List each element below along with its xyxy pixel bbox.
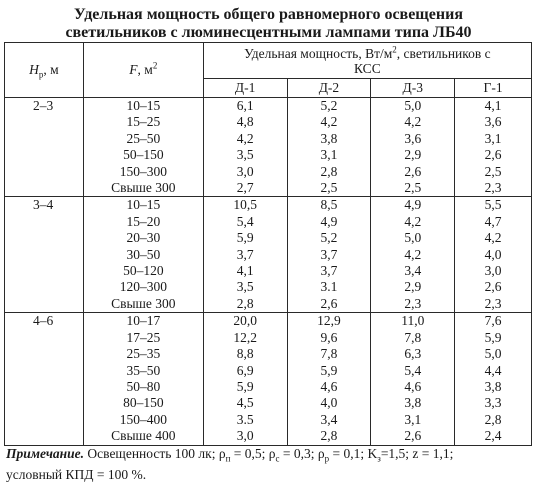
height-value: 2–3 <box>33 98 54 113</box>
area-value: Свыше 300 <box>111 180 176 196</box>
g1-value: 5,9 <box>484 329 502 345</box>
g1-value: 7,6 <box>484 313 502 329</box>
power-table <box>4 42 532 446</box>
d3-value: 6,3 <box>404 346 422 362</box>
footnote-sub-z: з <box>377 453 381 464</box>
d2-value: 8,5 <box>320 197 338 213</box>
g1-value: 4,2 <box>484 230 502 246</box>
d3-value: 4,2 <box>404 114 422 130</box>
d1-value: 5,4 <box>236 213 254 229</box>
header-d2: Д-2 <box>287 79 371 98</box>
area-cell <box>83 98 203 197</box>
g1-value: 5,5 <box>484 197 502 213</box>
d1-value: 3,5 <box>236 147 254 163</box>
footnote-text-2: = 0,5; ρ <box>230 446 276 461</box>
area-value: Свыше 400 <box>111 428 176 444</box>
area-value: 10–15 <box>126 197 161 213</box>
d2-value: 3,1 <box>320 147 338 163</box>
d2-value: 3,4 <box>320 411 338 427</box>
area-value: 150–400 <box>119 411 167 427</box>
g1-value: 3,0 <box>484 263 502 279</box>
d2-value: 3,7 <box>320 263 338 279</box>
d2-value: 3,7 <box>320 246 338 262</box>
d1-value: 4,2 <box>236 130 254 146</box>
header-power-text1: Удельная мощность, Вт/м <box>244 45 393 61</box>
header-area-symbol: F <box>129 62 138 77</box>
header-power-line2: КСС <box>354 60 381 76</box>
area-value: 17–25 <box>126 329 161 345</box>
d2-value: 4,2 <box>320 114 338 130</box>
d3-value: 4,6 <box>404 378 422 394</box>
area-value: 10–17 <box>126 313 161 329</box>
footnote-text-3: = 0,3; ρ <box>279 446 325 461</box>
d1-value: 2,7 <box>236 180 254 196</box>
g1-value: 3,8 <box>484 378 502 394</box>
d3-value: 3,6 <box>404 130 422 146</box>
d3-value: 4,9 <box>404 197 422 213</box>
area-value: 25–50 <box>126 130 161 146</box>
d3-value: 2,9 <box>404 147 422 163</box>
g1-value: 2,5 <box>484 163 502 179</box>
d2-cell <box>287 98 371 197</box>
footnote-text-1: Освещенность 100 лк; ρ <box>84 446 226 461</box>
d2-value: 7,8 <box>320 346 338 362</box>
d2-value: 3,8 <box>320 130 338 146</box>
title-line-2: светильников с люминесцентными лампами типа ЛБ40 <box>65 24 472 41</box>
d3-value: 5,4 <box>404 362 422 378</box>
d3-value: 3,8 <box>404 395 422 411</box>
d1-value: 5,9 <box>236 230 254 246</box>
area-value: 15–20 <box>126 213 161 229</box>
header-area-unit: , м <box>137 62 153 77</box>
footnote-sub-c: с <box>275 453 280 464</box>
d2-value: 5,2 <box>320 230 338 246</box>
table-header <box>5 43 532 98</box>
d3-value: 11,0 <box>401 313 425 329</box>
footnote-sub-r: р <box>324 453 330 464</box>
g1-cell <box>455 313 532 445</box>
d3-cell <box>371 197 455 313</box>
area-value: 35–50 <box>126 362 161 378</box>
height-cell <box>5 98 84 197</box>
header-height-unit: , м <box>43 62 59 77</box>
d3-value: 3,1 <box>404 411 422 427</box>
area-cell <box>83 197 203 313</box>
header-area <box>83 43 203 98</box>
d3-value: 3,4 <box>404 263 422 279</box>
g1-cell <box>455 98 532 197</box>
g1-cell <box>455 197 532 313</box>
height-cell <box>5 197 84 313</box>
area-cell <box>83 313 203 445</box>
header-height-symbol: H <box>29 62 39 77</box>
g1-value: 2,3 <box>484 295 502 311</box>
title-line-1: Удельная мощность общего равномерного освещения <box>73 6 463 23</box>
area-value: 10–15 <box>126 98 161 113</box>
table-row-group <box>5 197 532 313</box>
height-value: 4–6 <box>33 313 54 329</box>
header-height <box>5 43 84 98</box>
g1-value: 4,1 <box>484 98 502 113</box>
footnote-label: Примечание. <box>6 446 85 461</box>
g1-value: 3,3 <box>484 395 502 411</box>
area-value: 150–300 <box>119 163 167 179</box>
d1-value: 3.5 <box>236 411 254 427</box>
table-body <box>5 98 532 446</box>
d3-value: 7,8 <box>404 329 422 345</box>
d2-value: 2,5 <box>320 180 338 196</box>
g1-value: 2,4 <box>484 428 502 444</box>
d1-value: 3,5 <box>236 279 254 295</box>
height-value: 3–4 <box>33 197 54 213</box>
d3-value: 4,2 <box>404 246 422 262</box>
d1-value: 4,5 <box>236 395 254 411</box>
d1-value: 12,2 <box>233 329 257 345</box>
d3-cell <box>371 98 455 197</box>
footnote <box>6 443 534 485</box>
area-value: 50–150 <box>123 147 164 163</box>
area-value: 30–50 <box>126 246 161 262</box>
header-d1: Д-1 <box>203 79 287 98</box>
d1-value: 4,1 <box>236 263 254 279</box>
g1-value: 3,6 <box>484 114 502 130</box>
d1-cell <box>203 98 287 197</box>
height-cell <box>5 313 84 445</box>
d2-value: 12,9 <box>317 313 341 329</box>
d2-value: 9,6 <box>320 329 338 345</box>
area-value: 20–30 <box>126 230 161 246</box>
area-value: Свыше 300 <box>111 295 176 311</box>
header-d3: Д-3 <box>371 79 455 98</box>
d2-cell <box>287 313 371 445</box>
area-value: 15–25 <box>126 114 161 130</box>
d1-value: 4,8 <box>236 114 254 130</box>
d2-value: 4,0 <box>320 395 338 411</box>
d3-value: 2,3 <box>404 295 422 311</box>
g1-value: 4,7 <box>484 213 502 229</box>
d1-value: 8,8 <box>236 346 254 362</box>
d1-value: 3,0 <box>236 428 254 444</box>
d1-value: 6,1 <box>236 98 254 113</box>
d2-value: 5,9 <box>320 362 338 378</box>
area-value: 80–150 <box>123 395 164 411</box>
d1-value: 20,0 <box>233 313 257 329</box>
g1-value: 4,4 <box>484 362 502 378</box>
table-row-group <box>5 313 532 445</box>
d3-value: 4,2 <box>404 213 422 229</box>
d2-value: 5,2 <box>320 98 338 113</box>
footnote-sub-p: п <box>225 453 231 464</box>
d1-value: 6,9 <box>236 362 254 378</box>
d2-value: 2,6 <box>320 295 338 311</box>
d3-value: 2,6 <box>404 163 422 179</box>
g1-value: 2,3 <box>484 180 502 196</box>
header-g1: Г-1 <box>455 79 532 98</box>
d2-value: 4,9 <box>320 213 338 229</box>
footnote-line-2: условный КПД = 100 %. <box>6 467 147 482</box>
header-power-text2: , светильников с <box>396 45 491 61</box>
table-title <box>0 6 537 42</box>
d3-value: 5,0 <box>404 230 422 246</box>
g1-value: 2,6 <box>484 279 502 295</box>
d2-value: 2,8 <box>320 163 338 179</box>
header-power-sup: 2 <box>392 44 397 54</box>
g1-value: 5,0 <box>484 346 502 362</box>
d3-value: 2,6 <box>404 428 422 444</box>
header-area-sup: 2 <box>152 60 158 71</box>
area-value: 50–80 <box>126 378 161 394</box>
g1-value: 3,1 <box>484 130 502 146</box>
d1-value: 10,5 <box>233 197 257 213</box>
d2-value: 3.1 <box>320 279 338 295</box>
d1-value: 3,0 <box>236 163 254 179</box>
footnote-text-4: = 0,1; K <box>329 446 378 461</box>
d3-value: 5,0 <box>404 98 422 113</box>
header-height-sub: р <box>38 69 44 80</box>
g1-value: 2,8 <box>484 411 502 427</box>
d3-value: 2,9 <box>404 279 422 295</box>
area-value: 120–300 <box>119 279 167 295</box>
g1-value: 2,6 <box>484 147 502 163</box>
d1-value: 5,9 <box>236 378 254 394</box>
header-power <box>203 43 531 79</box>
g1-value: 4,0 <box>484 246 502 262</box>
d2-value: 4,6 <box>320 378 338 394</box>
d3-cell <box>371 313 455 445</box>
area-value: 50–120 <box>123 263 164 279</box>
d3-value: 2,5 <box>404 180 422 196</box>
d2-cell <box>287 197 371 313</box>
footnote-text-5: =1,5; z = 1,1; <box>380 446 454 461</box>
d1-value: 3,7 <box>236 246 254 262</box>
d1-cell <box>203 197 287 313</box>
table-row-group <box>5 98 532 197</box>
d2-value: 2,8 <box>320 428 338 444</box>
area-value: 25–35 <box>126 346 161 362</box>
d1-cell <box>203 313 287 445</box>
d1-value: 2,8 <box>236 295 254 311</box>
